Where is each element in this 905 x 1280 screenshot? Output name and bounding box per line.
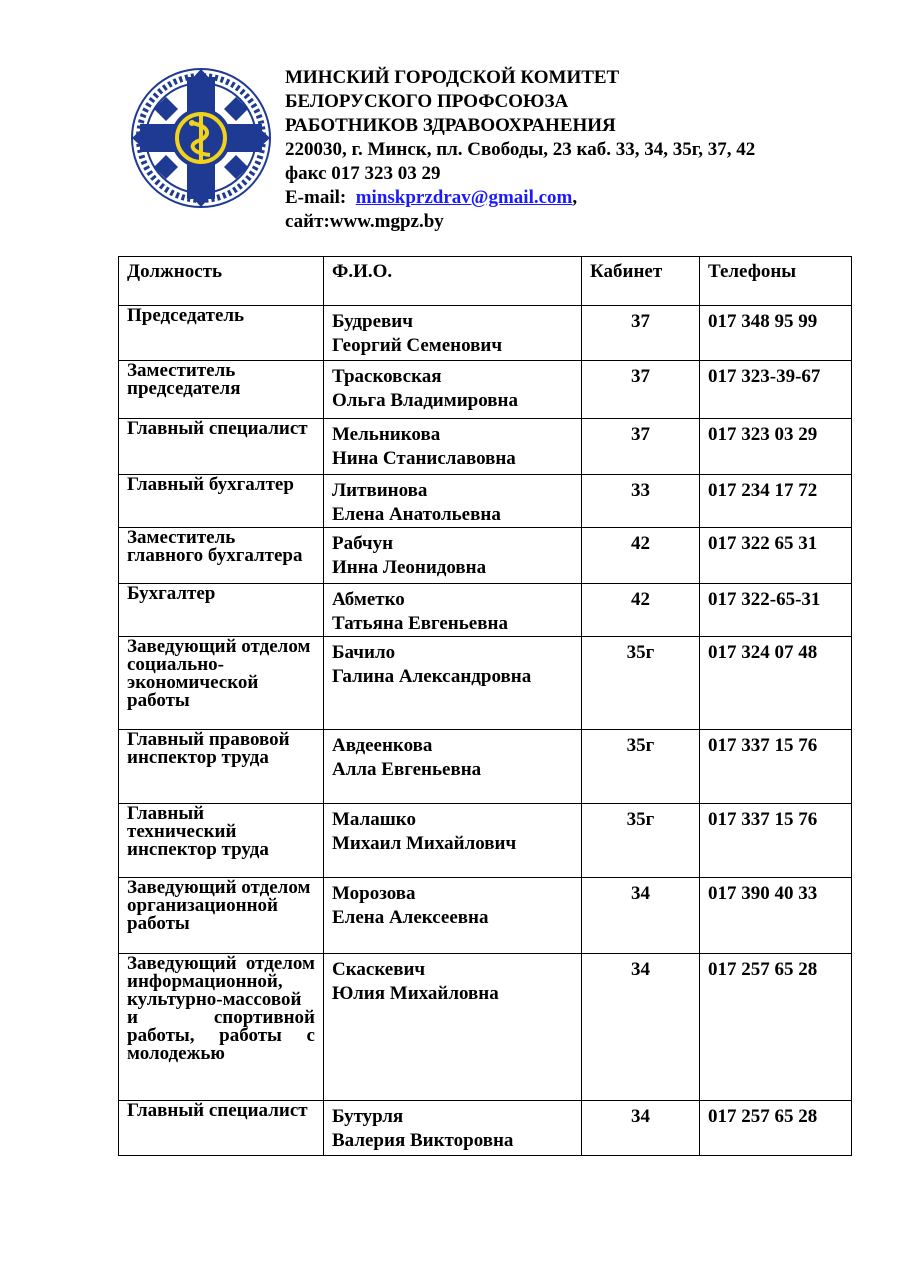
- given-names: Галина Александровна: [332, 666, 532, 687]
- surname: Бутурля: [332, 1106, 404, 1127]
- cabinet-cell: 33: [631, 480, 650, 501]
- org-site: сайт:www.mgpz.by: [285, 211, 444, 232]
- email-link[interactable]: minskprzdrav@gmail.com: [355, 187, 573, 208]
- org-email-line: [285, 186, 885, 210]
- org-name-line-2: БЕЛОРУСКОГО ПРОФСОЮЗА: [285, 91, 569, 112]
- cabinet-cell: 37: [631, 366, 650, 387]
- org-fax: факс 017 323 03 29: [285, 163, 441, 184]
- position-cell: Главный специалист: [127, 418, 308, 439]
- cabinet-cell: 34: [631, 959, 650, 980]
- phone-cell[interactable]: 017 322 65 31: [708, 533, 818, 554]
- position-cell: Председатель: [127, 305, 245, 326]
- given-names: Алла Евгеньевна: [332, 759, 482, 780]
- phone-cell[interactable]: 017 337 15 76: [708, 735, 818, 756]
- staff-directory-table: [118, 256, 852, 1156]
- phone-cell[interactable]: 017 257 65 28: [708, 959, 818, 980]
- cabinet-cell: 37: [631, 424, 650, 445]
- position-cell: Главный правовой инспектор труда: [127, 729, 290, 768]
- table-row: [119, 1101, 852, 1156]
- position-cell: Заместитель председателя: [127, 360, 241, 399]
- surname: Бачило: [332, 642, 396, 663]
- surname: Морозова: [332, 883, 416, 904]
- phone-cell[interactable]: 017 234 17 72: [708, 480, 818, 501]
- phone-cell[interactable]: 017 323 03 29: [708, 424, 818, 445]
- phone-cell[interactable]: 017 257 65 28: [708, 1106, 818, 1127]
- surname: Скаскевич: [332, 959, 426, 980]
- table-row: [119, 584, 852, 637]
- given-names: Георгий Семенович: [332, 335, 503, 356]
- table-row: [119, 730, 852, 804]
- given-names: Юлия Михайловна: [332, 983, 499, 1004]
- cabinet-cell: 42: [631, 589, 650, 610]
- table-row: [119, 804, 852, 878]
- given-names: Ольга Владимировна: [332, 390, 518, 411]
- given-names: Инна Леонидовна: [332, 557, 487, 578]
- phone-cell[interactable]: 017 337 15 76: [708, 809, 818, 830]
- position-cell: Заместитель главного бухгалтера: [127, 527, 303, 566]
- position-cell: Бухгалтер: [127, 583, 216, 604]
- surname: Малашко: [332, 809, 416, 830]
- table-row: [119, 419, 852, 475]
- position-cell: Заведующий отделом социально-экономической работы: [127, 636, 311, 711]
- given-names: Нина Станиславовна: [332, 448, 516, 469]
- table-row: [119, 528, 852, 584]
- cabinet-cell: 35г: [626, 735, 655, 756]
- given-names: Елена Анатольевна: [332, 504, 501, 525]
- position-cell: Заведующий отделом организационной работы: [127, 877, 311, 934]
- given-names: Елена Алексеевна: [332, 907, 489, 928]
- surname: Литвинова: [332, 480, 428, 501]
- phone-cell[interactable]: 017 390 40 33: [708, 883, 818, 904]
- phone-cell[interactable]: 017 324 07 48: [708, 642, 818, 663]
- surname: Трасковская: [332, 366, 442, 387]
- column-header-phones: Телефоны: [700, 257, 852, 306]
- phone-cell[interactable]: 017 348 95 99: [708, 311, 818, 332]
- table-row: [119, 306, 852, 361]
- table-header-row: [119, 257, 852, 306]
- organization-header: [285, 66, 885, 234]
- given-names: Валерия Викторовна: [332, 1130, 514, 1151]
- table-row: [119, 637, 852, 730]
- org-name-line-3: РАБОТНИКОВ ЗДРАВООХРАНЕНИЯ: [285, 115, 616, 136]
- cabinet-cell: 34: [631, 1106, 650, 1127]
- column-header-name: Ф.И.О.: [324, 257, 582, 306]
- phone-cell[interactable]: 017 322-65-31: [708, 589, 821, 610]
- table-row: [119, 954, 852, 1101]
- given-names: Татьяна Евгеньевна: [332, 613, 508, 634]
- surname: Авдеенкова: [332, 735, 433, 756]
- cabinet-cell: 42: [631, 533, 650, 554]
- surname: Мельникова: [332, 424, 441, 445]
- surname: Абметко: [332, 589, 405, 610]
- phone-cell[interactable]: 017 323-39-67: [708, 366, 821, 387]
- cabinet-cell: 37: [631, 311, 650, 332]
- given-names: Михаил Михайлович: [332, 833, 517, 854]
- cabinet-cell: 35г: [626, 809, 655, 830]
- table-row: [119, 361, 852, 419]
- position-cell: Главный специалист: [127, 1100, 308, 1121]
- cabinet-cell: 35г: [626, 642, 655, 663]
- table-row: [119, 475, 852, 528]
- surname: Рабчун: [332, 533, 394, 554]
- position-cell: Заведующий отделом информационной, культурно-массовой и спортивной работы, работы с молодежью: [127, 953, 315, 1064]
- email-suffix: ,: [572, 187, 578, 208]
- cabinet-cell: 34: [631, 883, 650, 904]
- table-row: [119, 878, 852, 954]
- union-emblem-logo: [130, 67, 272, 209]
- email-label: E-mail:: [285, 187, 347, 208]
- position-cell: Главный технический инспектор труда: [127, 803, 269, 860]
- org-name-line-1: МИНСКИЙ ГОРОДСКОЙ КОМИТЕТ: [285, 67, 620, 88]
- surname: Будревич: [332, 311, 413, 332]
- column-header-position: Должность: [119, 257, 324, 306]
- column-header-cabinet: Кабинет: [582, 257, 700, 306]
- position-cell: Главный бухгалтер: [127, 474, 294, 495]
- org-address: 220030, г. Минск, пл. Свободы, 23 каб. 33, 34, 35г, 37, 42: [285, 139, 756, 160]
